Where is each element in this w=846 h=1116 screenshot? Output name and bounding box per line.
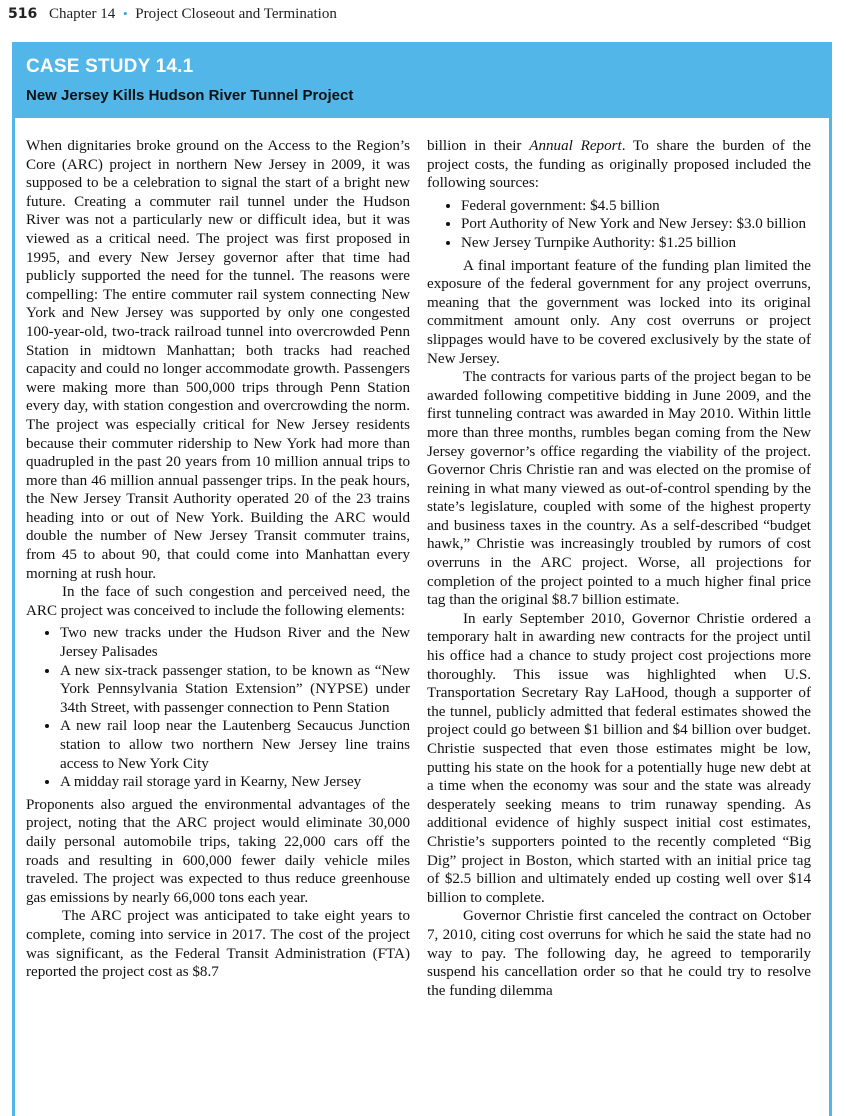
list-item: • New Jersey Turnpike Authority: $1.25 billion: [461, 234, 811, 253]
paragraph: The ARC project was anticipated to take eight years to complete, coming into service in 2017. The cost of the project was significant, as the Federal Transit Administration (FTA) reported the project cost as $8.7: [26, 908, 410, 981]
paragraph: A final important feature of the funding plan limited the exposure of the federal government for any project overruns, meaning that the government was locked into its original commitment amount only. Any cost overruns or project slippages would have to be covered exclusively by the state of New Jersey.: [427, 257, 811, 367]
list-item: • Two new tracks under the Hudson River and the New Jersey Palisades: [60, 624, 410, 661]
case-study-subtitle: New Jersey Kills Hudson River Tunnel Project: [26, 87, 354, 104]
paragraph: When dignitaries broke ground on the Access to the Region’s Core (ARC) project in northern New Jersey in 2009, it was supposed to be a celebration to signal the start of a bright new future. Creating a commuter rail tunnel under the Hudson River was not a particularly new or difficult idea, but it was viewed as a critical need. The project was first proposed in 1995, and every New Jersey governor after that time had publicly supported the need for the tunnel. The reasons were compelling: The entire commuter rail system connecting New York and New Jersey was supported by only one congested 100-year-old, two-track railroad tunnel into overcrowded Penn Station in midtown Manhattan; both tracks had reached capacity and could no longer accommodate growth. Passengers were making more than 500,000 trips through Penn Station every day, with station congestion and overcrowding the norm. The project was especially critical for New Jersey residents because their commuter ridership to New York had more than quadrupled in the past 20 years from 10 million annual trips to more than 46 million annual passenger trips. In the peak hours, the New Jersey Transit Authority operated 20 of the 23 trains heading into or out of New York. Building the ARC would double the number of New Jersey Transit commuter trains, from 45 to about 90, that could come into Manhattan every morning at rush hour.: [26, 138, 410, 582]
right-column: [427, 137, 811, 1000]
elements-list: [26, 624, 410, 791]
running-header: [8, 6, 836, 23]
paragraph: In early September 2010, Governor Christie ordered a temporary halt in awarding new contracts for the project until his office had a chance to study project cost projections more thoroughly. This issue was highlighted when U.S. Transportation Secretary Ray LaHood, though a supporter of the tunnel, publicly admitted that federal estimates showed the project could go between $1 billion and $4 billion over budget. Christie suspected that even those estimates might be low, putting his state on the hook for a potentially huge new debt at a time when the economy was sour and the state was already desperately seeking means to trim runaway spending. As additional evidence of highly suspect initial cost estimates, Christie’s supporters pointed to the recently completed “Big Dig” project in Boston, which started with an initial price tag of $2.5 billion and ultimately ended up costing well over $14 billion to complete.: [427, 610, 811, 906]
paragraph: Governor Christie first canceled the contract on October 7, 2010, citing cost overruns for which he said the state had no way to pay. The following day, he agreed to temporarily suspend his cancellation order so that he could try to resolve the funding dilemma: [427, 908, 811, 999]
paragraph: Proponents also argued the environmental advantages of the project, noting that the ARC project would eliminate 30,000 daily personal automobile trips, taking 22,000 cars off the roads and resulting in 600,000 fewer daily vehicle miles traveled. The project was expected to thus reduce greenhouse gas emissions by nearly 66,000 tons each year.: [26, 796, 410, 906]
list-item: • Port Authority of New York and New Jersey: $3.0 billion: [461, 215, 811, 234]
list-item: • A midday rail storage yard in Kearny, New Jersey: [60, 773, 410, 792]
header-separator: •: [122, 6, 128, 21]
paragraph: [427, 137, 811, 193]
text-run: billion in their: [427, 138, 530, 154]
funding-sources-list: [427, 197, 811, 253]
left-column: [26, 137, 410, 982]
list-item: • A new rail loop near the Lautenberg Secaucus Junction station to allow two northern New Jersey line trains access to New York City: [60, 717, 410, 773]
paragraph: The contracts for various parts of the project began to be awarded following competitive bidding in June 2009, and the first tunneling contract was awarded in May 2010. Within little more than three months, rumbles began coming from the New Jersey governor’s office regarding the viability of the project. Governor Chris Christie ran and was elected on the promise of reining in what many viewed as out-of-control spending by the state’s legislature, coupled with some of the highest property and business taxes in the country. As a self-described “budget hawk,” Christie was increasingly troubled by rumors of cost overruns in the ARC project. Worse, all projections for completion of the project pointed to a much higher final price tag than the original $8.7 billion estimate.: [427, 369, 811, 609]
page-number: 516: [8, 6, 38, 22]
text-run: . To share the burden of the project costs, the funding as originally proposed included the following sources:: [427, 138, 811, 192]
paragraph: In the face of such congestion and perceived need, the ARC project was conceived to include the following elements:: [26, 584, 410, 619]
case-study-banner: [12, 42, 832, 118]
list-item: • Federal government: $4.5 billion: [461, 197, 811, 216]
chapter-label: Chapter 14: [48, 6, 116, 22]
report-title: Annual Report: [529, 138, 622, 154]
section-label: Project Closeout and Termination: [135, 6, 337, 22]
list-item: • A new six-track passenger station, to be known as “New York Pennsylvania Station Extension” (NYPSE) under 34th Street, with passenger connection to Penn Station: [60, 662, 410, 718]
case-study-title: CASE STUDY 14.1: [26, 56, 194, 77]
